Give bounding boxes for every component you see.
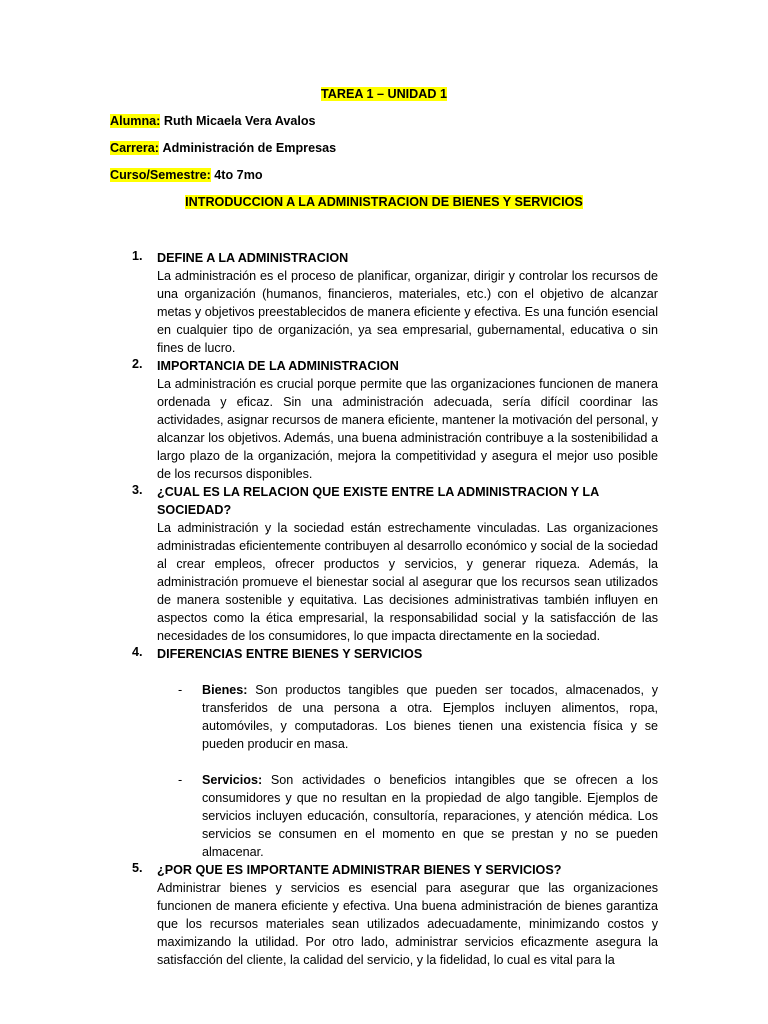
- answer-text: La administración y la sociedad están estrechamente vinculadas. Las organizaciones administradas eficientemente contribuyen al desarrollo económico y social de la sociedad al crear empleos, ofrecer productos y servicios, y generar riqueza. Además, la administración promueve el bienestar social al asegurar que los recursos sean utilizados de manera sostenible y equitativa. Las decisiones administrativas también influyen en aspectos como la ética empresarial, la responsabilidad social y la satisfacción de las necesidades de los consumidores, lo que impacta directamente en la sociedad.: [157, 521, 658, 643]
- course-value: 4to 7mo: [214, 168, 263, 182]
- document-subtitle: INTRODUCCION A LA ADMINISTRACION DE BIENES Y SERVICIOS: [185, 195, 583, 209]
- dash-bullet: -: [178, 773, 183, 787]
- student-label: Alumna:: [110, 114, 161, 128]
- question-number: 3.: [132, 483, 143, 497]
- course-label: Curso/Semestre:: [110, 168, 211, 182]
- dash-bullet: -: [178, 683, 183, 697]
- question-item: [132, 249, 658, 357]
- question-title: IMPORTANCIA DE LA ADMINISTRACION: [157, 359, 399, 373]
- difference-item-servicios: [157, 771, 658, 861]
- course-line: [110, 168, 263, 182]
- difference-list: [157, 681, 658, 861]
- term-label: Servicios:: [202, 773, 263, 787]
- question-title: DEFINE A LA ADMINISTRACION: [157, 251, 349, 265]
- question-list: [132, 249, 658, 969]
- career-value: Administración de Empresas: [162, 141, 337, 155]
- career-line: [110, 141, 336, 155]
- term-text: Son productos tangibles que pueden ser tocados, almacenados, y transferidos de una persona a otra. Ejemplos incluyen alimentos, ropa, automóviles, y computadoras. Los bienes tienen una existencia física y se pueden producir en masa.: [202, 683, 659, 751]
- question-number: 4.: [132, 645, 143, 659]
- question-number: 2.: [132, 357, 143, 371]
- question-title: ¿CUAL ES LA RELACION QUE EXISTE ENTRE LA ADMINISTRACION Y LA SOCIEDAD?: [157, 485, 599, 517]
- term-text: Son actividades o beneficios intangibles que se ofrecen a los consumidores y que no resultan en la propiedad de algo tangible. Ejemplos de servicios incluyen educación, consultoría, reparaciones, y atención médica. Los servicios se consumen en el momento en que se prestan y no se pueden almacenar.: [202, 773, 658, 859]
- question-number: 1.: [132, 249, 143, 263]
- question-title: ¿POR QUE ES IMPORTANTE ADMINISTRAR BIENES Y SERVICIOS?: [157, 863, 562, 877]
- career-label: Carrera:: [110, 141, 160, 155]
- student-value: Ruth Micaela Vera Avalos: [163, 114, 316, 128]
- question-item: [132, 861, 658, 969]
- question-item: [132, 645, 658, 861]
- term-label: Bienes:: [202, 683, 248, 697]
- difference-item-bienes: [157, 681, 658, 753]
- question-item: [132, 357, 658, 483]
- answer-text: La administración es crucial porque permite que las organizaciones funcionen de manera ordenada y eficaz. Sin una administración adecuada, sería difícil coordinar las actividades, asignar recursos de manera eficiente, mantener la motivación del personal, y alcanzar los objetivos. Además, una buena administración contribuye a la sostenibilidad a largo plazo de la organización, mejora la competitividad y asegura el mejor uso posible de los recursos disponibles.: [157, 377, 658, 481]
- question-title: DIFERENCIAS ENTRE BIENES Y SERVICIOS: [157, 647, 423, 661]
- answer-text: La administración es el proceso de planificar, organizar, dirigir y controlar los recursos de una organización (humanos, financieros, materiales, etc.) con el objetivo de alcanzar metas y objetivos preestablecidos de manera eficiente y efectiva. Es una función esencial en cualquier tipo de organización, ya sea empresarial, gubernamental, educativa o sin fines de lucro.: [157, 269, 658, 355]
- answer-text: Administrar bienes y servicios es esencial para asegurar que las organizaciones funcionen de manera eficiente y efectiva. Una buena administración de bienes garantiza que los recursos materiales sean utilizados adecuadamente, minimizando costos y maximizando la utilidad. Por otro lado, administrar servicios eficazmente asegura la satisfacción del cliente, la calidad del servicio, y la fidelidad, lo cual es vital para la: [157, 881, 658, 967]
- question-number: 5.: [132, 861, 143, 875]
- question-item: [132, 483, 658, 645]
- student-line: [110, 114, 316, 128]
- document-title: TAREA 1 – UNIDAD 1: [321, 87, 447, 101]
